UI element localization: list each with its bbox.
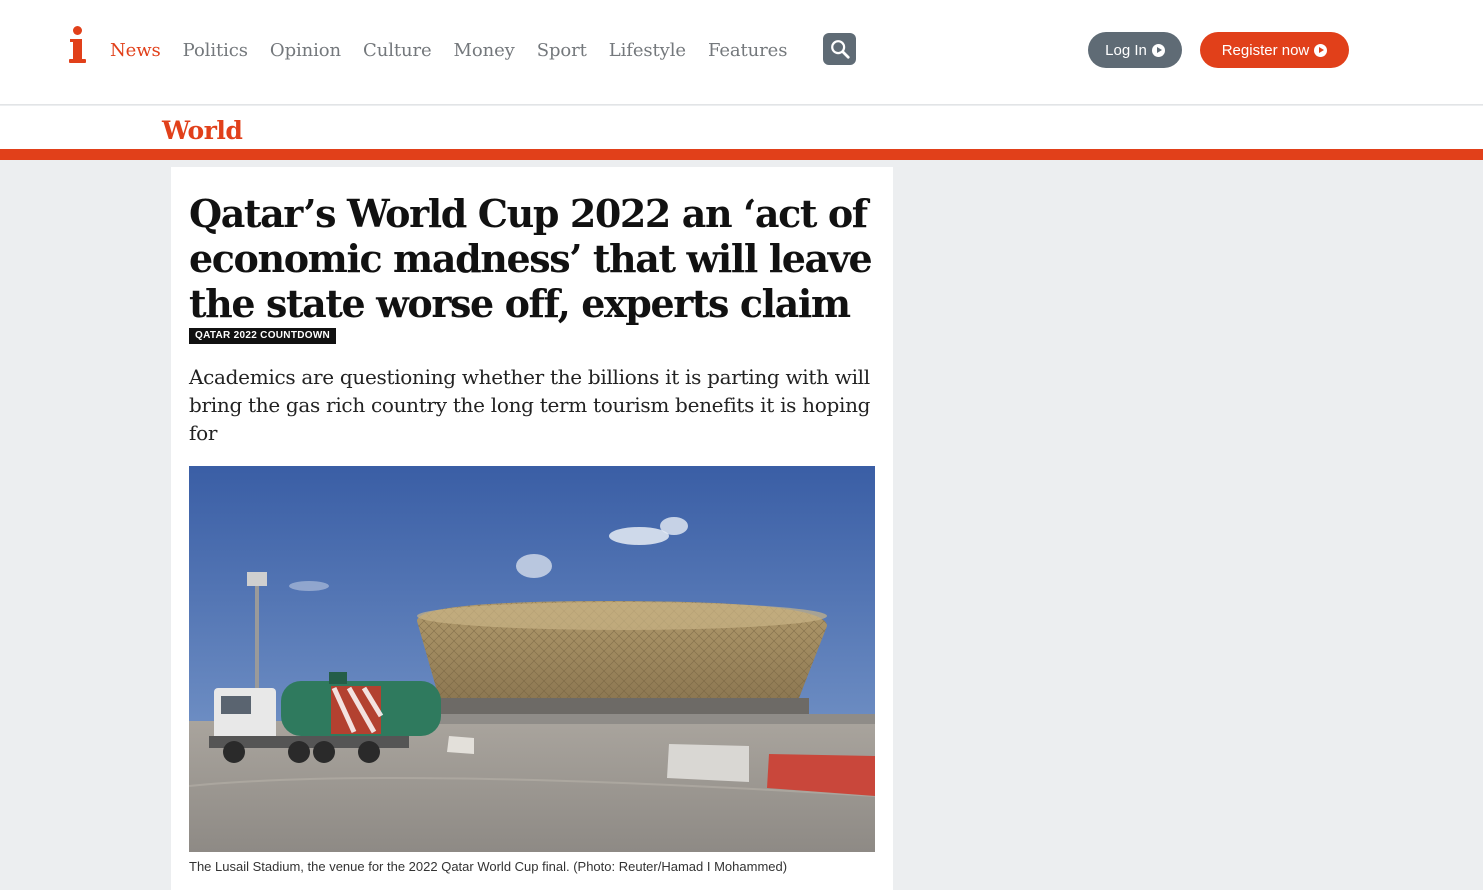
- logo-stem: [73, 39, 82, 61]
- site-header: [0, 0, 1483, 105]
- nav-item-money[interactable]: Money: [453, 39, 515, 61]
- register-label: Register now: [1221, 41, 1310, 59]
- logo-dot: [73, 26, 82, 35]
- login-button[interactable]: [1088, 32, 1182, 68]
- image-caption: The Lusail Stadium, the venue for the 2022 Qatar World Cup final. (Photo: Reuter/Hamad I Mohammed): [189, 859, 788, 874]
- search-button[interactable]: [823, 33, 856, 65]
- article-headline: Qatar’s World Cup 2022 an ‘act of economic madness’ that will leave the state worse off, experts claim: [189, 191, 872, 326]
- stadium-photo: [189, 466, 875, 852]
- section-title-link[interactable]: World: [162, 116, 243, 145]
- logo-base: [69, 59, 86, 63]
- nav-item-sport[interactable]: Sport: [536, 39, 587, 61]
- play-circle-icon: [1314, 44, 1327, 57]
- main-nav: [110, 36, 809, 64]
- site-logo[interactable]: [68, 26, 88, 68]
- section-divider: [0, 149, 1483, 160]
- play-circle-icon: [1152, 44, 1165, 57]
- search-icon: [829, 38, 851, 60]
- nav-item-culture[interactable]: Culture: [363, 39, 432, 61]
- login-label: Log In: [1105, 41, 1147, 59]
- register-button[interactable]: [1200, 32, 1349, 68]
- article-image: [189, 466, 875, 852]
- nav-item-news[interactable]: News: [110, 39, 161, 61]
- topic-tag[interactable]: QATAR 2022 COUNTDOWN: [189, 328, 336, 344]
- article-card: [171, 167, 893, 890]
- section-bar: [0, 106, 1483, 149]
- nav-item-politics[interactable]: Politics: [182, 39, 248, 61]
- nav-item-features[interactable]: Features: [707, 39, 788, 61]
- article-standfirst: Academics are questioning whether the billions it is parting with will bring the gas rich country the long term tourism benefits it is hoping for: [189, 365, 871, 445]
- nav-item-opinion[interactable]: Opinion: [269, 39, 342, 61]
- nav-item-lifestyle[interactable]: Lifestyle: [608, 39, 686, 61]
